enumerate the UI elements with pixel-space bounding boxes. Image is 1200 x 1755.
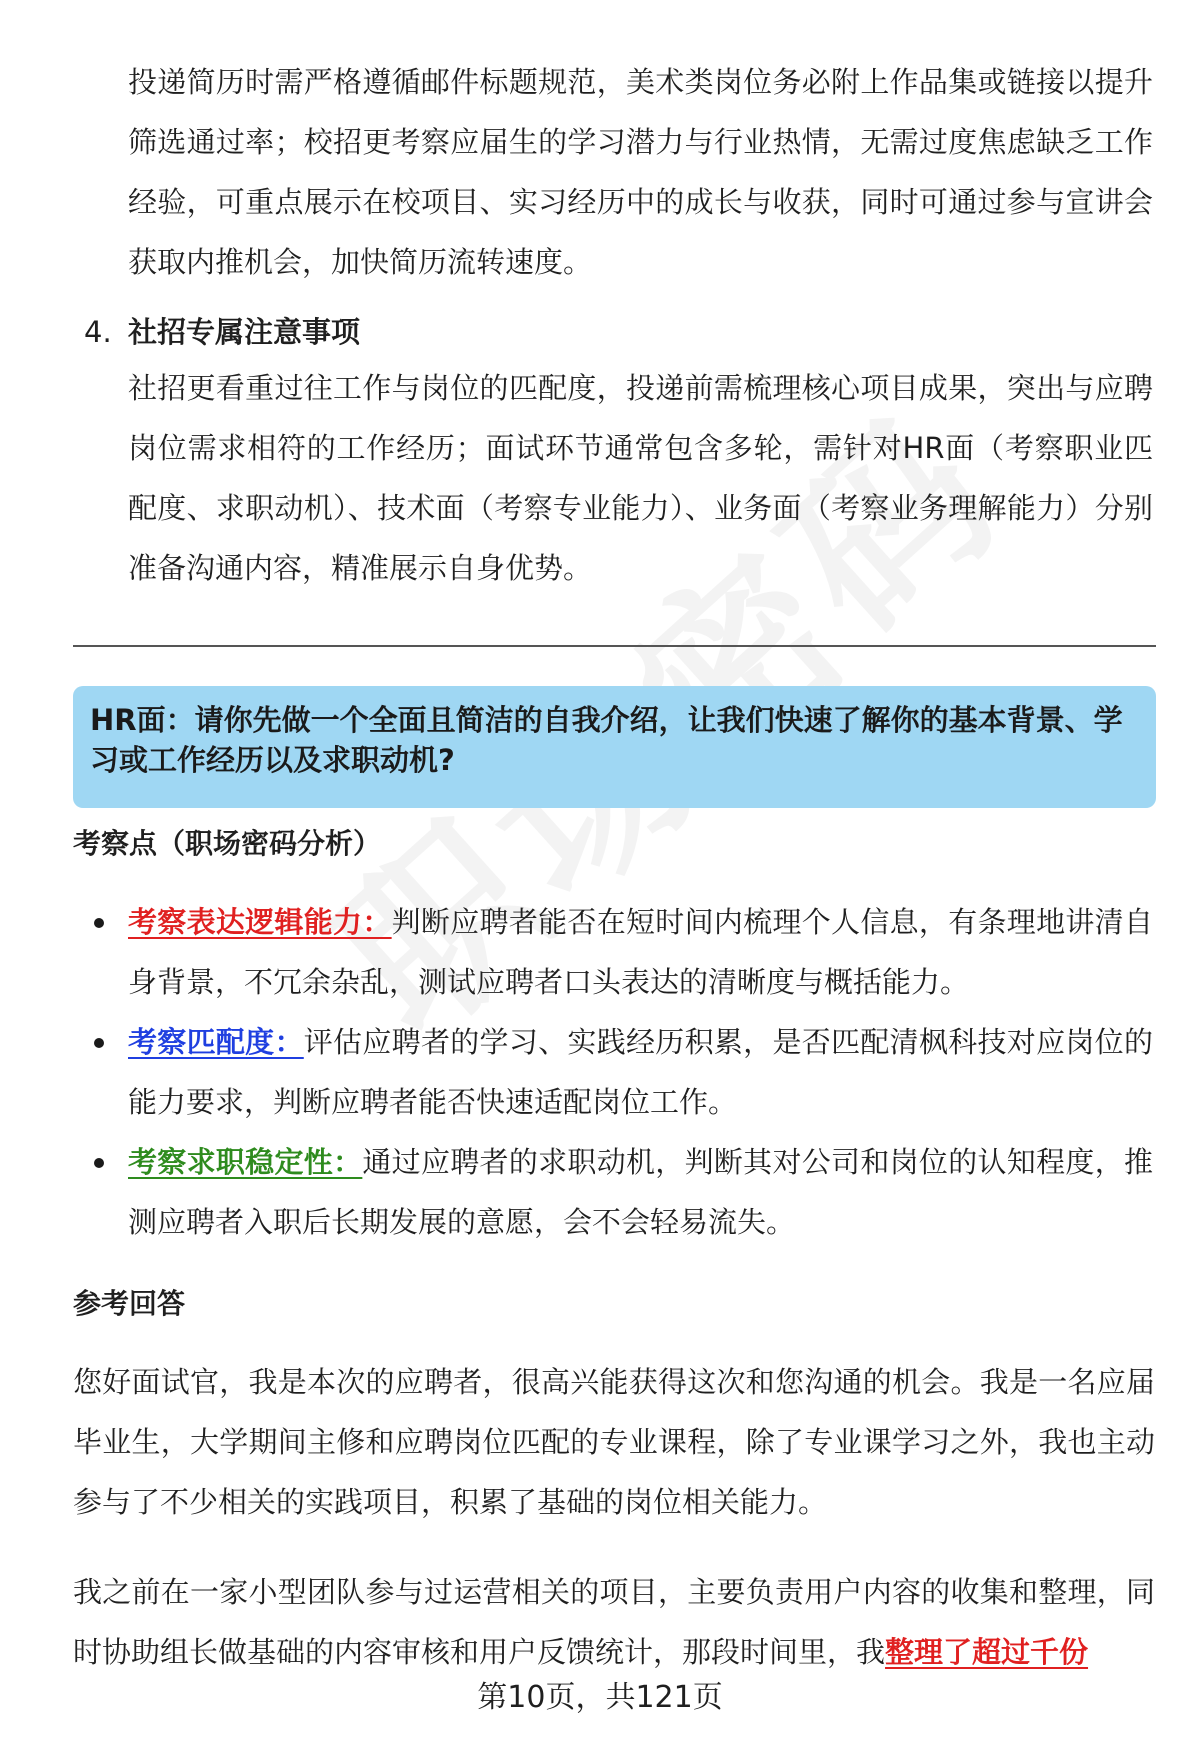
answer-paragraph: 您好面试官，我是本次的应聘者，很高兴能获得这次和您沟通的机会。我是一名应届毕业生，大学期间主修和应聘岗位匹配的专业课程，除了专业课学习之外，我也主动参与了不少相关的实践项目，积累了基础的岗位相关能力。 bbox=[73, 1365, 1155, 1519]
list-item-title: 社招专属注意事项 bbox=[128, 315, 361, 349]
answer-paragraph-text: 我之前在一家小型团队参与过运营相关的项目，主要负责用户内容的收集和整理，同时协助组长做基础的内容审核和用户反馈统计，那段时间里，我 bbox=[73, 1575, 1155, 1669]
analysis-point-label: 考察求职稳定性： bbox=[128, 1145, 363, 1179]
bullet-icon bbox=[94, 1038, 104, 1048]
continuation-paragraph: 投递简历时需严格遵循邮件标题规范，美术类岗位务必附上作品集或链接以提升筛选通过率；校招更考察应届生的学习潜力与行业热情，无需过度焦虑缺乏工作经验，可重点展示在校项目、实习经历中的成长与收获，同时可通过参与宣讲会获取内推机会，加快简历流转速度。 bbox=[128, 65, 1153, 279]
question-text: HR面：请你先做一个全面且简洁的自我介绍，让我们快速了解你的基本背景、学习或工作经历以及求职动机? bbox=[90, 703, 1123, 777]
analysis-title: 考察点（职场密码分析） bbox=[73, 827, 382, 860]
analysis-point bbox=[128, 1132, 1153, 1252]
analysis-point-text: 通过应聘者的求职动机，判断其对公司和岗位的认知程度，推测应聘者入职后长期发展的意愿，会不会轻易流失。 bbox=[128, 1145, 1153, 1239]
analysis-point-text: 判断应聘者能否在短时间内梳理个人信息，有条理地讲清自身背景，不冗余杂乱，测试应聘者口头表达的清晰度与概括能力。 bbox=[128, 905, 1153, 999]
analysis-point bbox=[128, 1012, 1153, 1132]
list-item-body: 社招更看重过往工作与岗位的匹配度，投递前需梳理核心项目成果，突出与应聘岗位需求相符的工作经历；面试环节通常包含多轮，需针对HR面（考察职业匹配度、求职动机）、技术面（考察专业能力）、业务面（考察业务理解能力）分别准备沟通内容，精准展示自身优势。 bbox=[128, 371, 1153, 585]
list-item-number: 4. bbox=[84, 315, 112, 349]
answer-paragraph bbox=[73, 1562, 1155, 1682]
section-divider bbox=[73, 645, 1156, 647]
page-number: 第10页，共121页 bbox=[477, 1680, 723, 1715]
question-box bbox=[73, 686, 1156, 808]
bullet-icon bbox=[94, 1158, 104, 1168]
answer-highlight: 整理了超过千份 bbox=[885, 1635, 1089, 1669]
analysis-point-label: 考察表达逻辑能力： bbox=[128, 905, 392, 939]
analysis-point bbox=[128, 892, 1153, 1012]
analysis-point-text: 评估应聘者的学习、实践经历积累，是否匹配清枫科技对应岗位的能力要求，判断应聘者能否快速适配岗位工作。 bbox=[128, 1025, 1153, 1119]
analysis-point-label: 考察匹配度： bbox=[128, 1025, 304, 1059]
bullet-icon bbox=[94, 918, 104, 928]
answer-title: 参考回答 bbox=[73, 1287, 186, 1320]
list-item-heading bbox=[84, 302, 360, 362]
